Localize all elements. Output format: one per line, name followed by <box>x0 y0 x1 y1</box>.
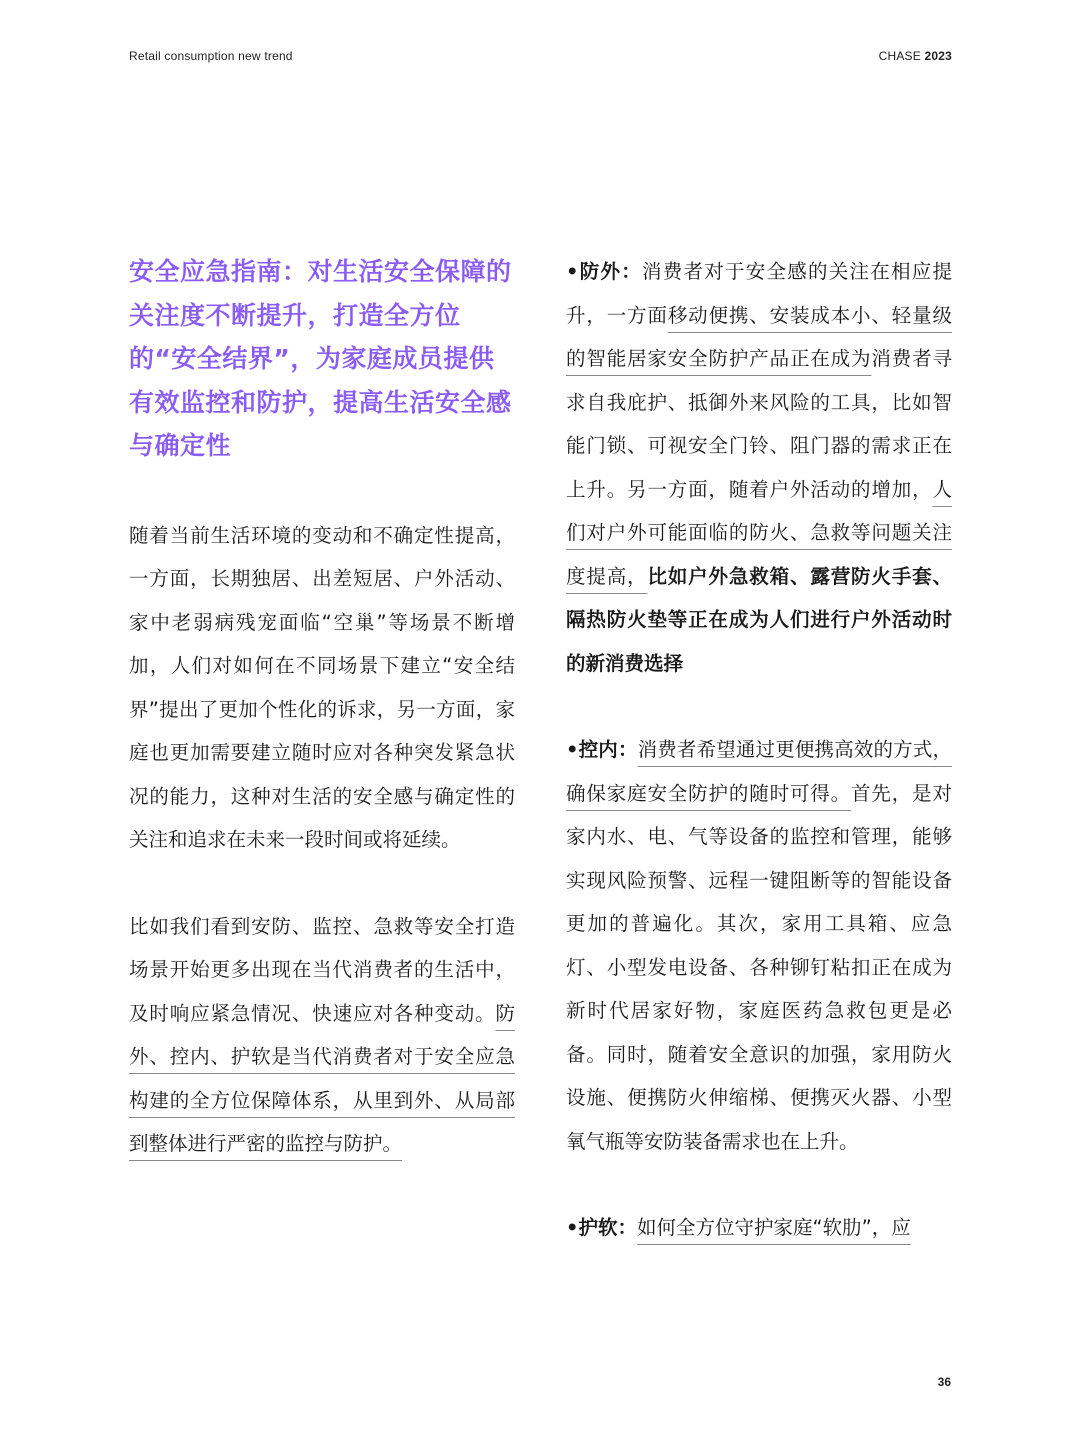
fangwai-bold-text: 比如户外急救箱、露营防火手套、隔热防火垫等正在成为人们进行户外活动时的新消费选择 <box>566 564 952 675</box>
bullet-fangwai <box>566 250 952 685</box>
right-column <box>566 250 952 1250</box>
running-header-title: Retail consumption new trend <box>129 49 293 63</box>
intro-paragraph: 随着当前生活环境的变动和不确定性提高，一方面，长期独居、出差短居、户外活动、家中老弱病残宠面临“空巢”等场景不断增加，人们对如何在不同场景下建立“安全结界”提出了更加个性化的诉求，另一方面，家庭也更加需要建立随时应对各种突发紧急状况的能力，这种对生活的安全感与确定性的关注和追求在未来一段时间或将延续。 <box>129 523 515 851</box>
example-text: 比如我们看到安防、监控、急救等安全打造场景开始更多出现在当代消费者的生活中，及时响应紧急情况、快速应对各种变动。 <box>129 914 515 1025</box>
bullet-dot: • <box>566 260 579 283</box>
brand-name: CHASE <box>878 49 921 63</box>
bullet-label-huruan: 护软： <box>578 1216 637 1239</box>
fangwai-highlight-2: 人们对户外可能面临的防火、急救等问题关注度提高， <box>566 477 952 588</box>
example-highlight: 防外、控内、护软是当代消费者对于安全应急构建的全方位保障体系，从里到外、从局部到整体进行严密的监控与防护。 <box>129 1001 515 1155</box>
example-paragraph <box>129 905 515 1166</box>
fangwai-text-1: 消费者对于安全感的关注在相应提升，一方面 <box>566 260 952 327</box>
fangwai-text-2: 消费者寻求自我庇护、抵御外来风险的工具，比如智能门锁、可视安全门铃、阻门器的需求正在上升。另一方面，随着户外活动的增加， <box>566 347 952 501</box>
fangwai-highlight-1: 移动便携、安装成本小、轻量级的智能居家安全防护产品正在成为 <box>566 303 952 370</box>
bullet-label-fangwai: 防外： <box>578 260 642 283</box>
bullet-dot: • <box>566 1216 579 1239</box>
bullet-dot: • <box>566 738 579 761</box>
kongnei-highlight-1: 消费者希望通过更便携高效的方式，确保家庭安全防护的随时可得。 <box>566 738 952 805</box>
huruan-highlight-1: 如何全方位守护家庭“软肋”，应 <box>636 1216 911 1239</box>
bullet-huruan <box>566 1206 952 1250</box>
bullet-label-kongnei: 控内： <box>578 738 638 761</box>
brand-year: 2023 <box>924 49 952 63</box>
bullet-kongnei <box>566 728 952 1163</box>
left-column <box>129 250 515 1166</box>
page-number: 36 <box>937 1375 951 1389</box>
section-headline: 安全应急指南：对生活安全保障的关注度不断提升，打造全方位的“安全结界”，为家庭成员提供有效监控和防护，提高生活安全感与确定性 <box>129 257 512 460</box>
running-header-brand <box>879 49 952 63</box>
kongnei-text-1: 首先，是对家内水、电、气等设备的监控和管理，能够实现风险预警、远程一键阻断等的智能设备更加的普遍化。其次，家用工具箱、应急灯、小型发电设备、各种铆钉粘扣正在成为新时代居家好物，家庭医药急救包更是必备。同时，随着安全意识的加强，家用防火设施、便携防火伸缩梯、便携灭火器、小型氧气瓶等安防装备需求也在上升。 <box>566 781 952 1153</box>
